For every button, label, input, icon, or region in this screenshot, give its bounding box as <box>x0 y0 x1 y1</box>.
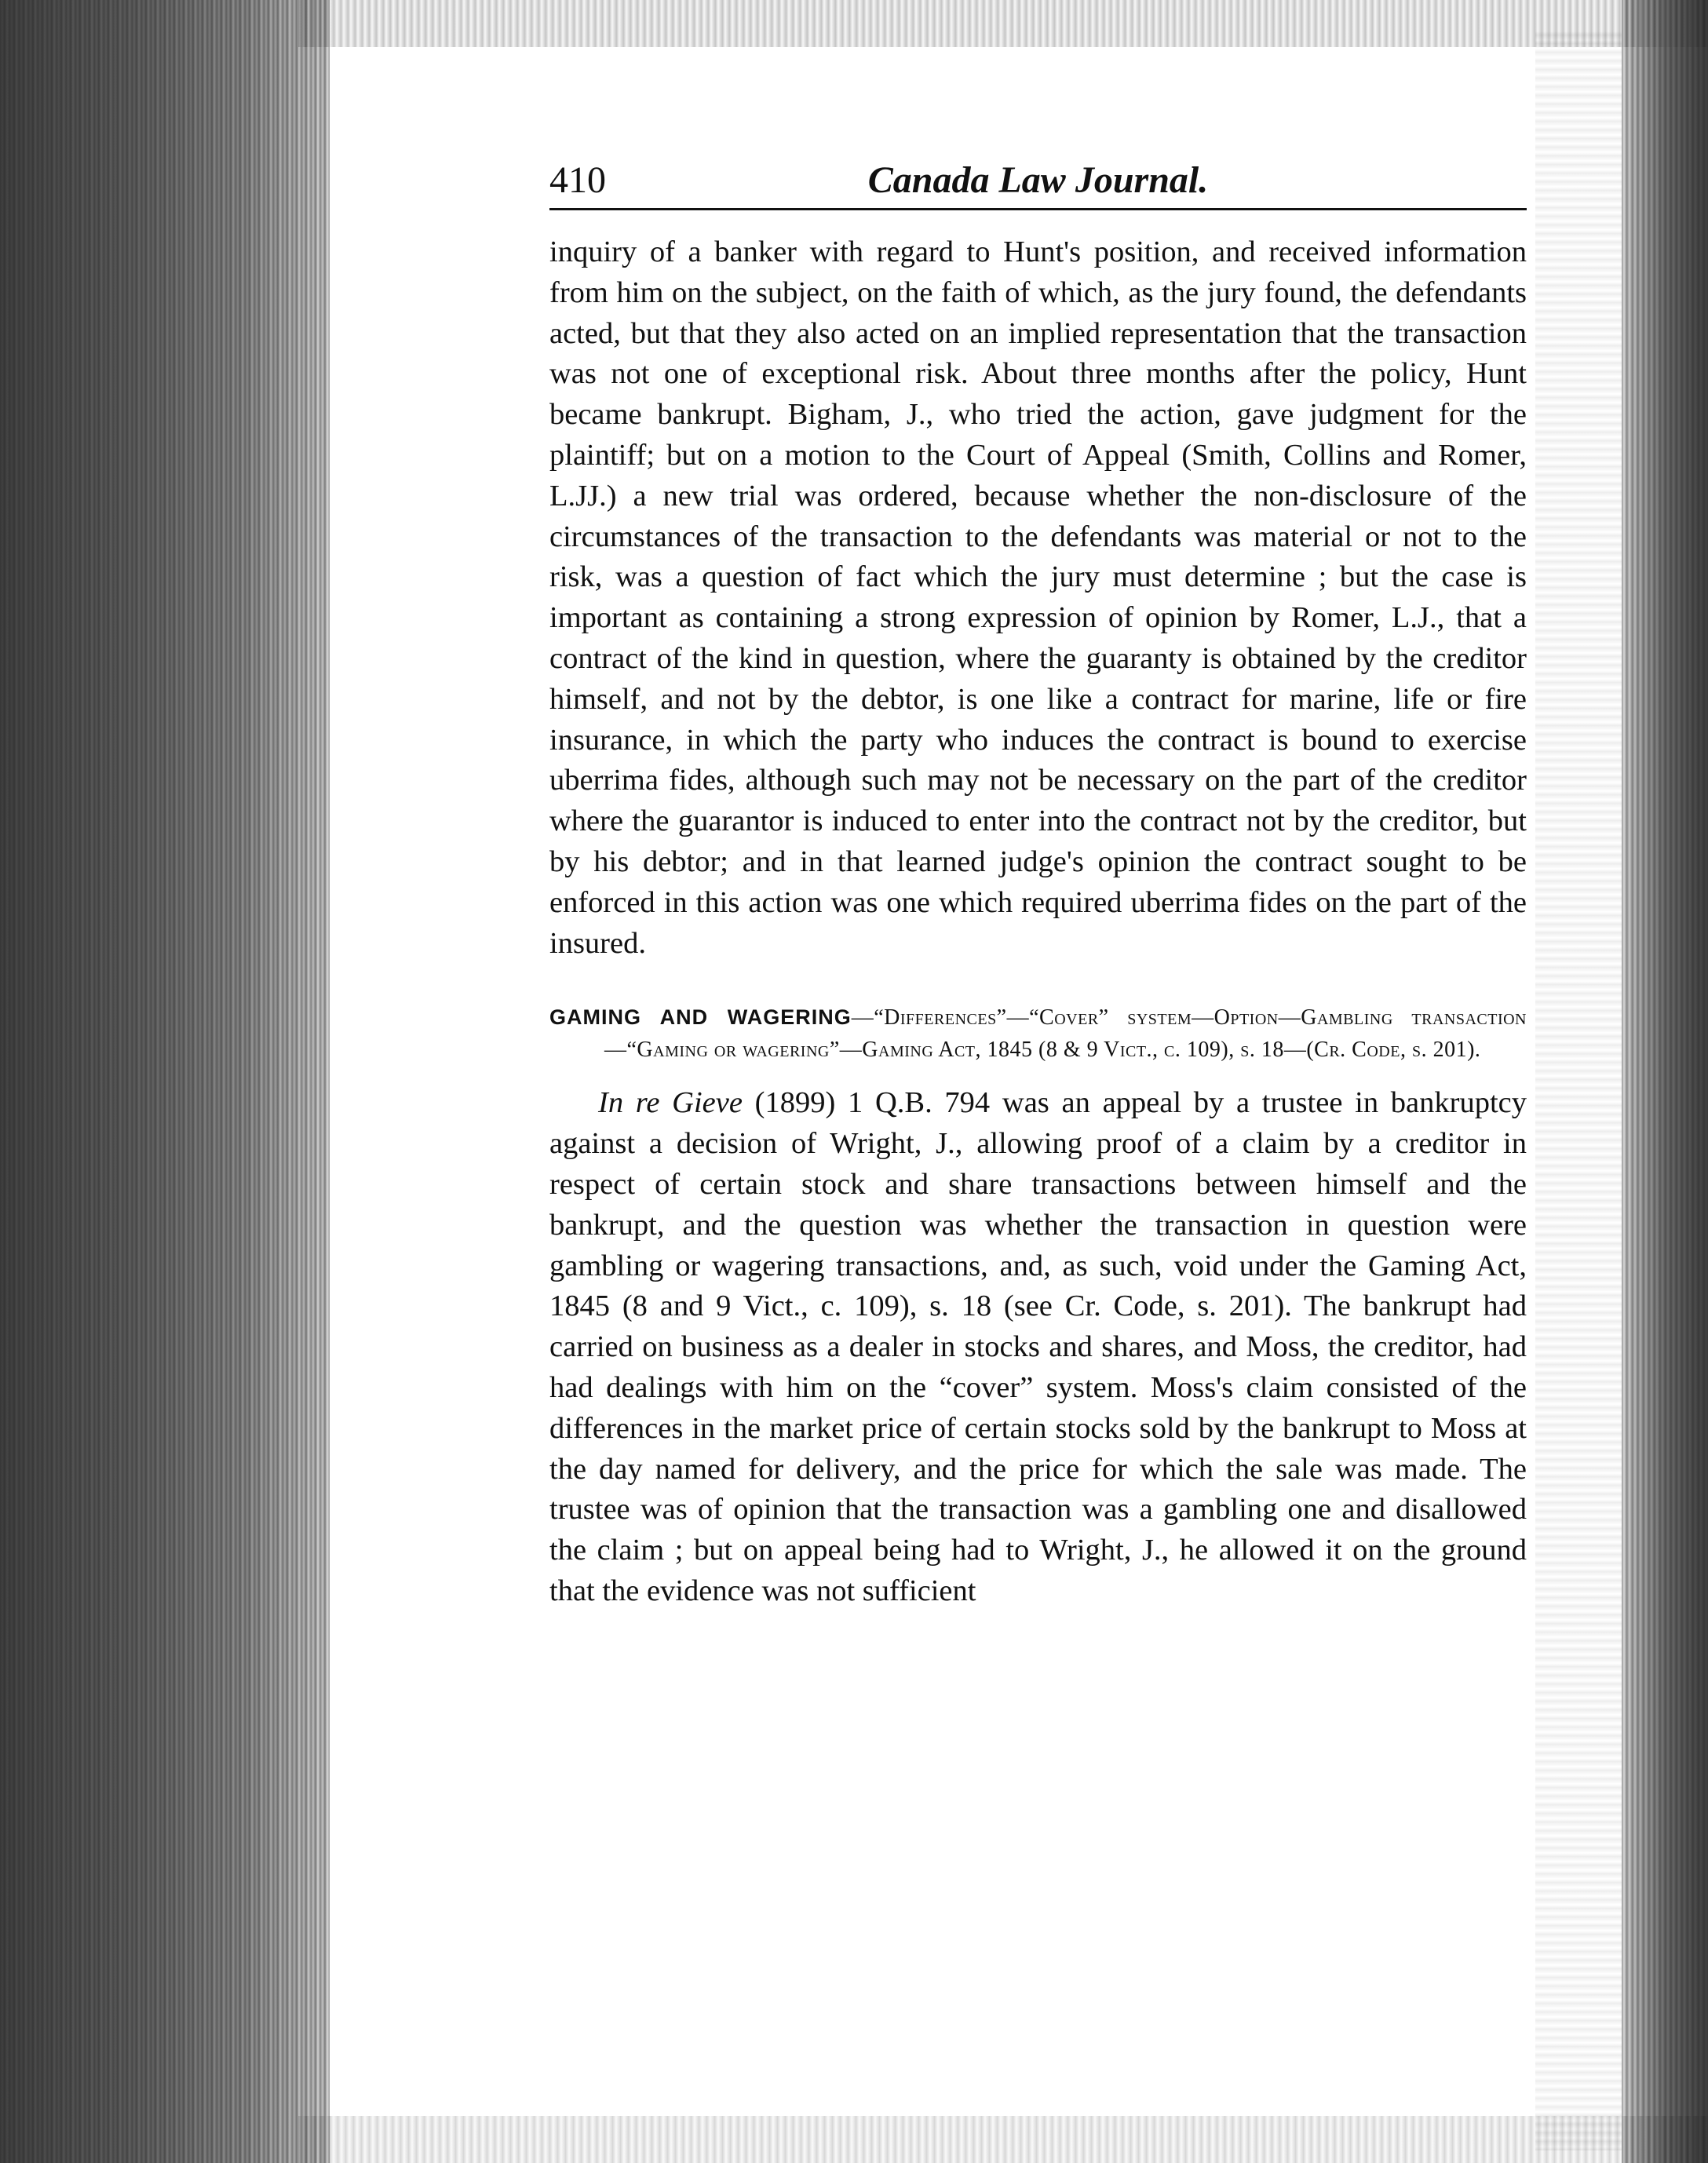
scan-shadow-top <box>298 0 1708 47</box>
scan-shadow-left <box>0 0 330 2163</box>
page-number: 410 <box>549 159 606 201</box>
scan-shadow-right <box>1622 0 1708 2163</box>
headnote-topic: GAMING AND WAGERING <box>549 1005 852 1030</box>
body-paragraph-2-text: (1899) 1 Q.B. 794 was an appeal by a trustee in bankruptcy against a decision of Wright, J., allowing proof of a claim by a creditor in respect of certain stock and share transactions between himself and the bankrupt, and the question was whether the transaction in question were gambling or wagering transactions, and, as such, void under the Gaming Act, 1845 (8 and 9 Vict., c. 109), s. 18 (see Cr. Code, s. 201). The bankrupt had carried on business as a dealer in stocks and shares, and Moss, the creditor, had had dealings with him on the “cover” system. Moss's claim consisted of the differences in the market price of certain stocks sold by the bankrupt to Moss at the day named for delivery, and the price for which the sale was made. The trustee was of opinion that the transaction was a gambling one and disallowed the claim ; but on appeal being had to Wright, J., he allowed it on the ground that the evidence was not sufficient <box>549 1086 1527 1607</box>
journal-title: Canada Law Journal. <box>867 159 1209 201</box>
page-content <box>549 153 1527 1612</box>
scan-noise-right <box>1535 31 1622 2150</box>
headnote-keywords: —“Differences”—“Cover” system—Option—Gambling transaction—“Gaming or wagering”—Gaming Act, 1845 (8 & 9 Vict., c. 109), s. 18—(Cr. Code, s. 201). <box>604 1005 1527 1063</box>
case-name: In re Gieve <box>598 1086 743 1120</box>
body-paragraph-1: inquiry of a banker with regard to Hunt's position, and received information from him on the subject, on the faith of which, as the jury found, the defendants acted, but that they also acted on an implied representation that the transaction was not one of exceptional risk. About three months after the policy, Hunt became bankrupt. Bigham, J., who tried the action, gave judgment for the plaintiff; but on a motion to the Court of Appeal (Smith, Collins and Romer, L.JJ.) a new trial was ordered, because whether the non-disclosure of the circumstances of the transaction to the defendants was material or not to the risk, was a question of fact which the jury must determine ; but the case is important as containing a strong expression of opinion by Romer, L.J., that a contract of the kind in question, where the guaranty is obtained by the creditor himself, and not by the debtor, is one like a contract for marine, life or fire insurance, in which the party who induces the contract is bound to exercise uberrima fides, although such may not be necessary on the part of the creditor where the guarantor is induced to enter into the contract not by the creditor, but by his debtor; and in that learned judge's opinion the contract sought to be enforced in this action was one which required uberrima fides on the part of the insured. <box>549 235 1527 960</box>
body-paragraph-2 <box>549 1083 1527 1611</box>
running-head <box>549 153 1527 210</box>
scan-shadow-bottom <box>298 2116 1708 2163</box>
section-headnote <box>549 1001 1527 1066</box>
